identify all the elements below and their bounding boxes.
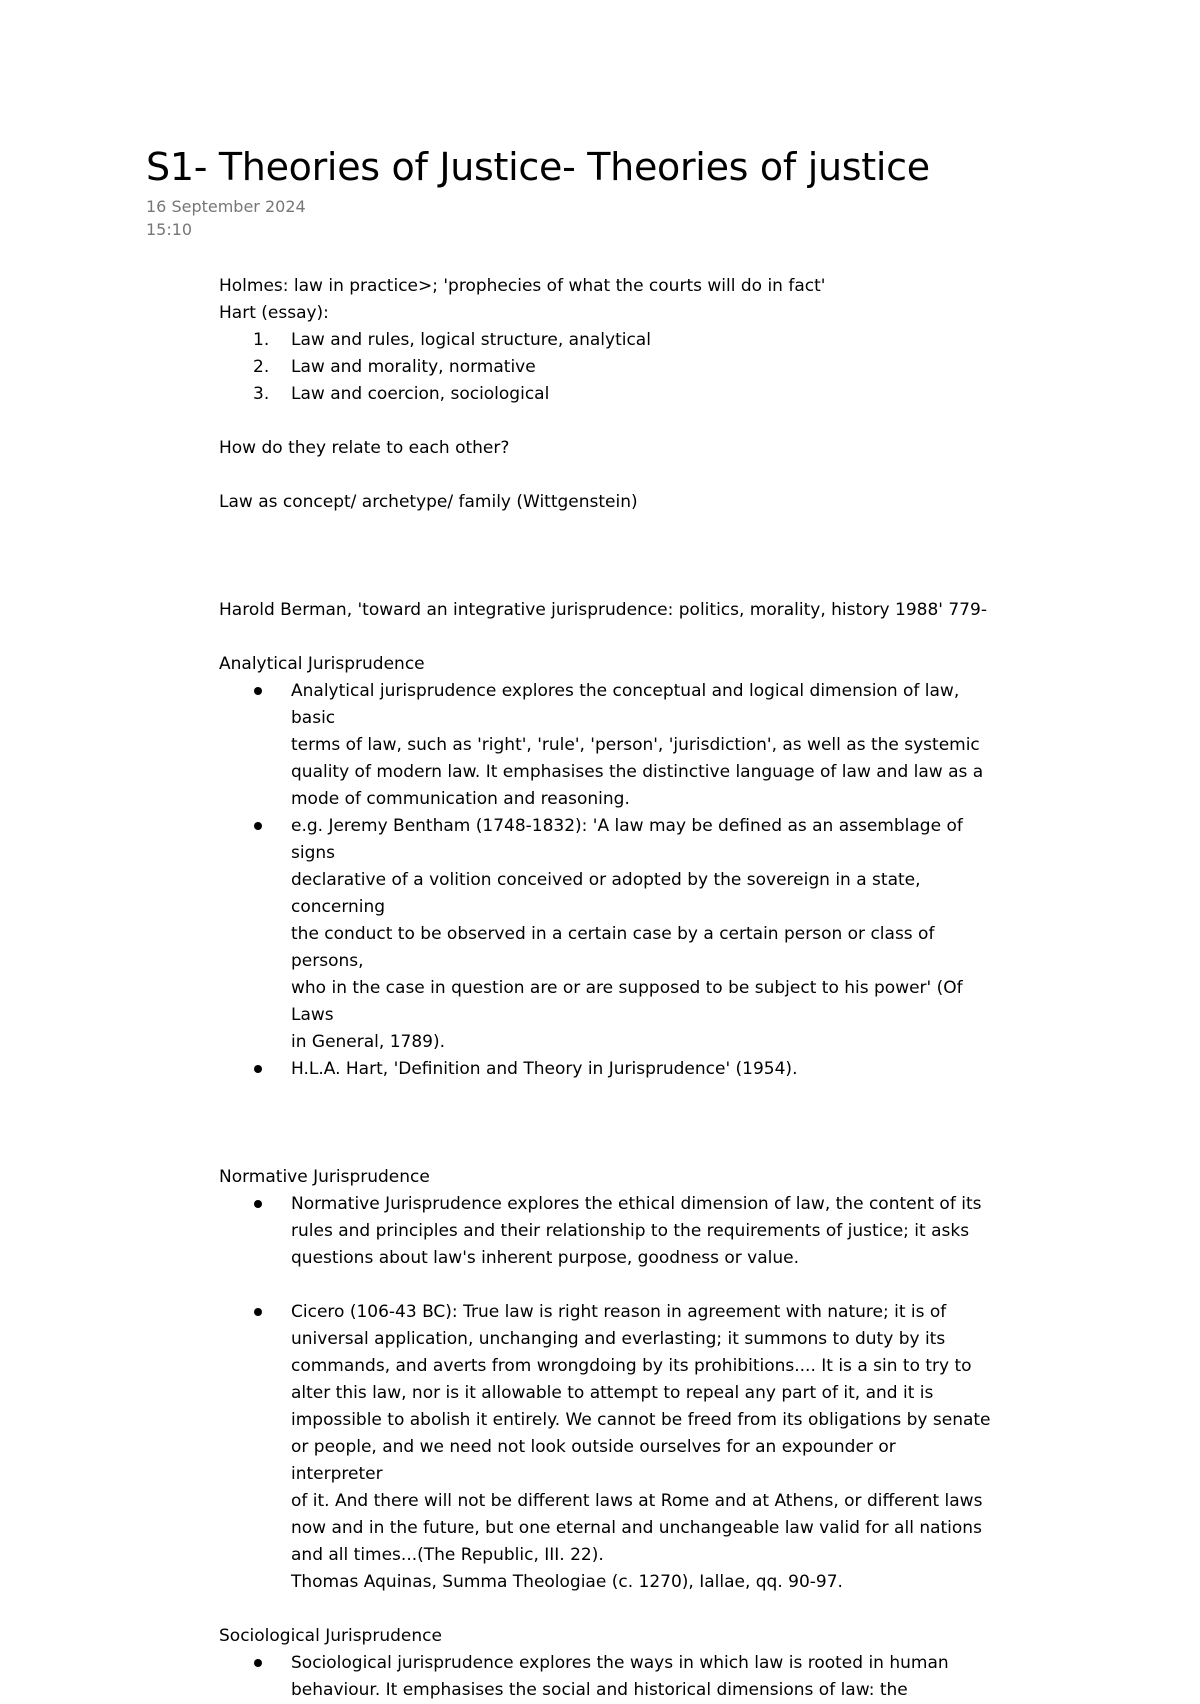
bullet-text-line: terms of law, such as 'right', 'rule', 'person', 'jurisdiction', as well as the systemic (291, 735, 980, 755)
page-time: 15:10 (146, 220, 193, 239)
bullet-blank-line (291, 1272, 991, 1299)
bullet-text-line: Analytical jurisprudence explores the conceptual and logical dimension of law, basic (291, 681, 960, 728)
bullet-text-line: Normative Jurisprudence explores the ethical dimension of law, the content of its (291, 1194, 982, 1214)
bullet-dot-icon (254, 687, 262, 695)
page-date: 16 September 2024 (146, 197, 306, 216)
bullet-text-line: impossible to abolish it entirely. We cannot be freed from its obligations by senate (291, 1410, 991, 1430)
bullet-item (219, 1056, 991, 1083)
hart-list (219, 327, 1119, 408)
bullet-item (219, 813, 991, 1056)
list-item (219, 327, 1119, 354)
bullet-text-line: mode of communication and reasoning. (291, 789, 630, 809)
spacer (219, 543, 1119, 570)
list-number: 1. (253, 330, 270, 350)
section-heading-sociological: Sociological Jurisprudence (219, 1626, 442, 1646)
hart-heading: Hart (essay): (219, 303, 329, 323)
list-item (219, 381, 1119, 408)
spacer (219, 1110, 1119, 1137)
bullet-text-line: commands, and averts from wrongdoing by its prohibitions.... It is a sin to try to (291, 1356, 972, 1376)
bullet-dot-icon (254, 1065, 262, 1073)
spacer (219, 1596, 1119, 1623)
list-number: 2. (253, 357, 270, 377)
bullet-dot-icon (254, 822, 262, 830)
bullet-text-line: rules and principles and their relationship to the requirements of justice; it asks (291, 1221, 970, 1241)
bullet-text-line: Cicero (106-43 BC): True law is right reason in agreement with nature; it is of (291, 1302, 947, 1322)
section-heading-analytical: Analytical Jurisprudence (219, 654, 425, 674)
bullet-text-line: who in the case in question are or are supposed to be subject to his power' (Of Laws (291, 978, 963, 1025)
normative-bullets (219, 1191, 1119, 1596)
bullet-dot-icon (254, 1659, 262, 1667)
bullet-text-line: and all times...(The Republic, III. 22). (291, 1545, 604, 1565)
spacer (219, 516, 1119, 543)
analytical-bullets (219, 678, 1119, 1083)
page-title: S1- Theories of Justice- Theories of justice (146, 145, 930, 189)
list-number: 3. (253, 384, 270, 404)
bullet-text-line: of it. And there will not be different laws at Rome and at Athens, or different laws (291, 1491, 983, 1511)
bullet-text-line: the conduct to be observed in a certain case by a certain person or class of persons, (291, 924, 935, 971)
spacer (219, 624, 1119, 651)
bullet-text-line: alter this law, nor is it allowable to attempt to repeal any part of it, and it is (291, 1383, 934, 1403)
spacer (219, 570, 1119, 597)
bullet-text-line: in General, 1789). (291, 1032, 446, 1052)
list-text: Law and rules, logical structure, analytical (291, 330, 651, 350)
bullet-text-line: behaviour. It emphasises the social and historical dimensions of law: the (291, 1680, 908, 1700)
concept-line: Law as concept/ archetype/ family (Wittgenstein) (219, 492, 638, 512)
bullet-item (219, 1299, 991, 1596)
section-heading-normative: Normative Jurisprudence (219, 1167, 430, 1187)
bullet-text-line: H.L.A. Hart, 'Definition and Theory in Jurisprudence' (1954). (291, 1059, 798, 1079)
list-item (219, 354, 1119, 381)
bullet-dot-icon (254, 1200, 262, 1208)
list-text: Law and coercion, sociological (291, 384, 550, 404)
bullet-item (219, 1191, 991, 1299)
spacer (219, 1137, 1119, 1164)
bullet-text-line: universal application, unchanging and everlasting; it summons to duty by its (291, 1329, 946, 1349)
bullet-text-line: declarative of a volition conceived or adopted by the sovereign in a state, concerning (291, 870, 921, 917)
bullet-text-line: now and in the future, but one eternal and unchangeable law valid for all nations (291, 1518, 982, 1538)
bullet-text-line: questions about law's inherent purpose, goodness or value. (291, 1248, 800, 1268)
question-line: How do they relate to each other? (219, 438, 510, 458)
berman-reference: Harold Berman, 'toward an integrative jurisprudence: politics, morality, history 1988' 779- (219, 600, 987, 620)
spacer (219, 1083, 1119, 1110)
bullet-text-line: quality of modern law. It emphasises the distinctive language of law and law as a (291, 762, 984, 782)
spacer (219, 462, 1119, 489)
bullet-dot-icon (254, 1308, 262, 1316)
list-text: Law and morality, normative (291, 357, 536, 377)
bullet-text-line: Sociological jurisprudence explores the ways in which law is rooted in human (291, 1653, 949, 1673)
bullet-text-line: or people, and we need not look outside ourselves for an expounder or interpreter (291, 1437, 896, 1484)
bullet-text-line: Thomas Aquinas, Summa Theologiae (c. 1270), Iallae, qq. 90-97. (291, 1572, 843, 1592)
bullet-item (219, 678, 991, 813)
spacer (219, 408, 1119, 435)
note-body (219, 273, 1119, 1704)
holmes-line: Holmes: law in practice>; 'prophecies of what the courts will do in fact' (219, 276, 826, 296)
bullet-text-line: e.g. Jeremy Bentham (1748-1832): 'A law may be defined as an assemblage of signs (291, 816, 963, 863)
